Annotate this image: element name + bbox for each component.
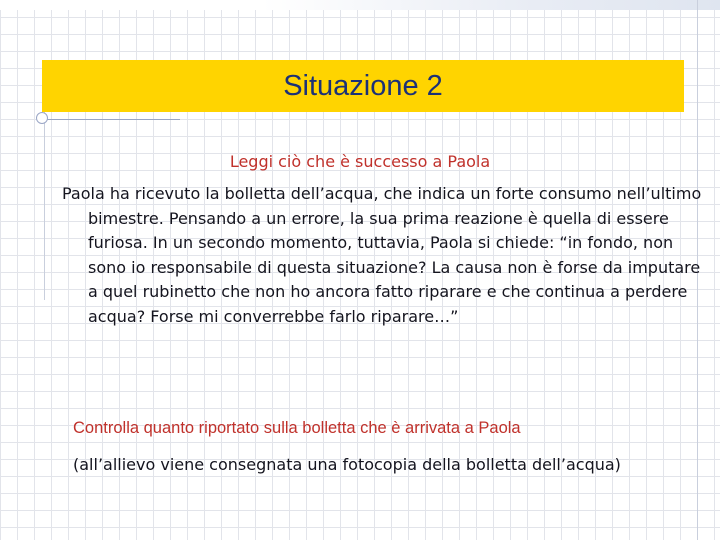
story-paragraph: Paola ha ricevuto la bolletta dell’acqua, che indica un forte consumo nell’ultimo bimestre. Pensando a un errore, la sua prima reazione è quella di essere furiosa. In un secondo momento, tuttavia, Paola si chiede: “in fondo, non sono io responsabile di questa situazione? La causa non è forse da imputare a quel rubinetto che non ho ancora fatto riparare e che continua a perdere acqua? Forse mi converrebbe farlo riparare…”	[62, 184, 702, 326]
circle-bullet-decoration	[36, 112, 48, 124]
slide-title: Situazione 2	[283, 69, 443, 102]
instruction-text: Controlla quanto riportato sulla bolletta che è arrivata a Paola	[73, 419, 521, 437]
top-gradient-decoration	[262, 0, 720, 10]
section-heading: Leggi ciò che è successo a Paola	[229, 152, 491, 171]
note-text: (all’allievo viene consegnata una fotocopia della bolletta dell’acqua)	[73, 455, 621, 474]
title-underline-rule	[44, 119, 180, 120]
